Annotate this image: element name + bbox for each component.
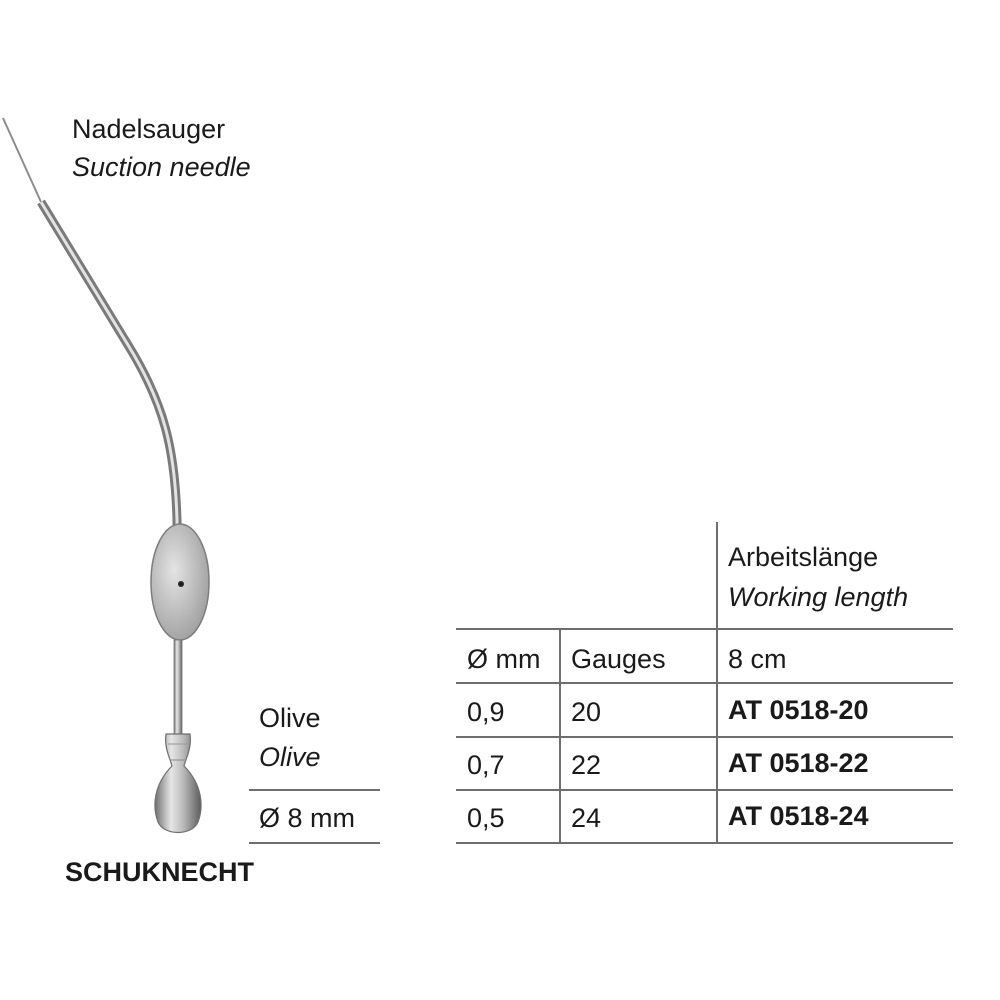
table-rule	[456, 789, 953, 791]
handle	[155, 734, 201, 833]
product-name-en: Suction needle	[72, 152, 251, 182]
needle-shaft	[41, 202, 177, 532]
olive-divider-bottom	[249, 842, 380, 844]
row-diameter: 0,9	[467, 697, 505, 727]
product-name-de: Nadelsauger	[72, 114, 226, 144]
suction-hole	[178, 581, 184, 587]
olive-divider-top	[249, 789, 380, 791]
brand-name: SCHUKNECHT	[65, 857, 254, 887]
row-article-number: AT 0518-22	[728, 748, 869, 778]
row-gauge: 20	[571, 697, 602, 727]
table-rule	[456, 628, 953, 630]
table-rule	[456, 736, 953, 738]
lower-shaft	[174, 640, 182, 734]
header-length: 8 cm	[728, 644, 787, 674]
table-rule	[456, 682, 953, 684]
row-gauge: 22	[571, 750, 602, 780]
header-gauges: Gauges	[571, 644, 666, 674]
olive-label-de: Olive	[259, 703, 321, 733]
needle-tip	[3, 118, 41, 202]
row-diameter: 0,5	[467, 803, 505, 833]
row-article-number: AT 0518-20	[728, 695, 869, 725]
header-diameter: Ø mm	[467, 644, 541, 674]
row-article-number: AT 0518-24	[728, 801, 869, 831]
working-length-en: Working length	[728, 582, 909, 612]
row-diameter: 0,7	[467, 750, 505, 780]
row-gauge: 24	[571, 803, 602, 833]
working-length-de: Arbeitslänge	[728, 542, 879, 572]
olive-label-en: Olive	[259, 742, 321, 772]
table-rule	[456, 842, 953, 844]
olive-diameter: Ø 8 mm	[259, 803, 356, 833]
